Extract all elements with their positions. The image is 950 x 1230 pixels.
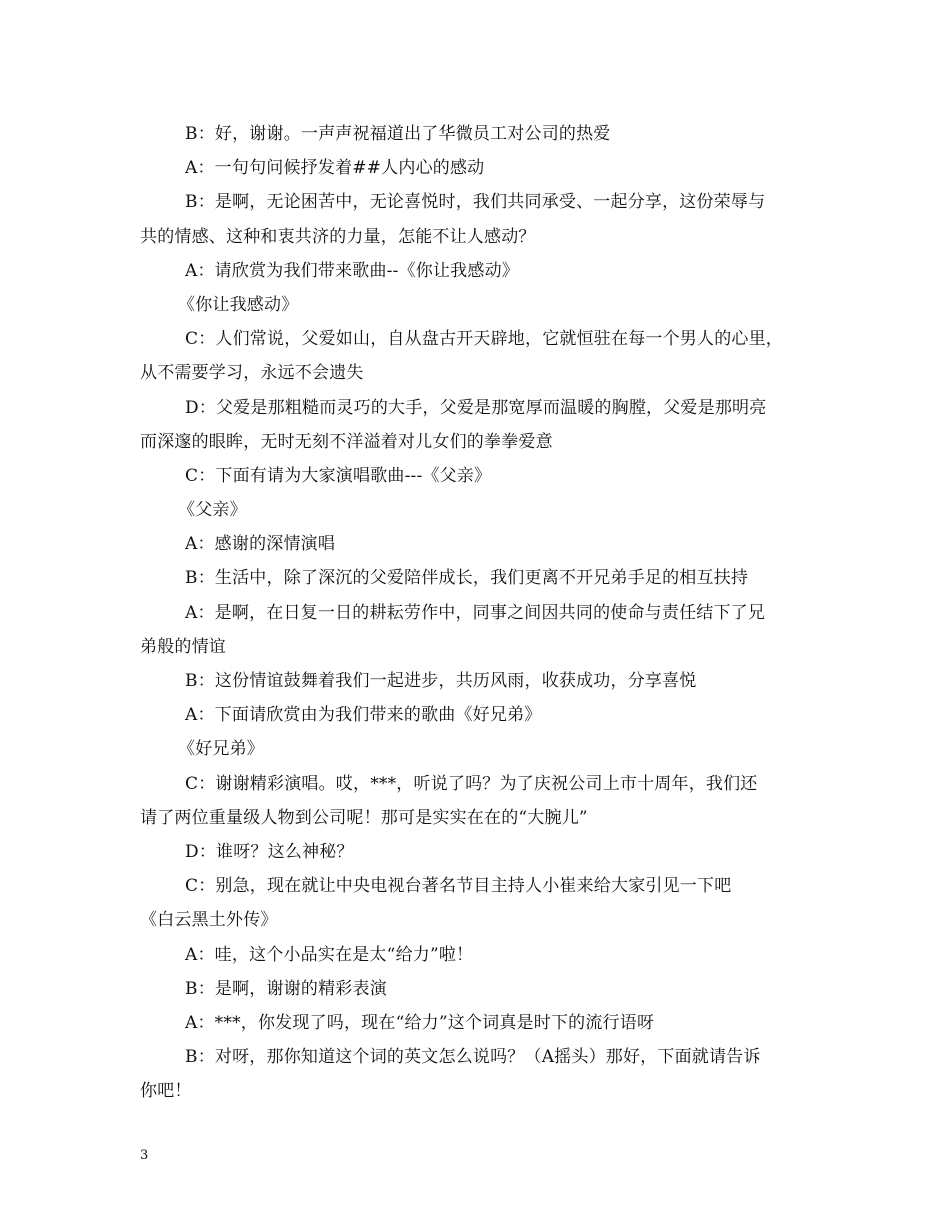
- paragraph-line: A：哇，这个小品实在是太“给力”啦！: [185, 944, 474, 965]
- paragraph-line: D：谁呀？这么神秘？: [185, 841, 354, 862]
- paragraph-line: D：父爱是那粗糙而灵巧的大手，父爱是那宽厚而温暖的胸膛，父爱是那明亮: [185, 397, 767, 418]
- paragraph-line: C：下面有请为大家演唱歌曲---《父亲》: [185, 465, 492, 486]
- paragraph-line: B：生活中，除了深沉的父爱陪伴成长，我们更离不开兄弟手足的相互扶持: [185, 568, 749, 589]
- paragraph-line: C：人们常说，父爱如山，自从盘古开天辟地，它就恒驻在每一个男人的心里，: [185, 329, 784, 350]
- paragraph-line: A：感谢的深情演唱: [185, 534, 336, 555]
- song-title: 《父亲》: [178, 500, 247, 521]
- paragraph-line: A：下面请欣赏由为我们带来的歌曲《好兄弟》: [185, 705, 542, 726]
- paragraph-line: 共的情感、这种和衷共济的力量，怎能不让人感动？: [140, 226, 536, 247]
- paragraph-line: 从不需要学习，永远不会遗失: [140, 363, 364, 384]
- paragraph-line: A：一句句问候抒发着##人内心的感动: [185, 158, 485, 179]
- paragraph-line: B：对呀，那你知道这个词的英文怎么说吗？（A摇头）那好，下面就请告诉: [185, 1047, 761, 1068]
- document-body: [140, 117, 820, 1108]
- paragraph-line: 你吧！: [140, 1081, 192, 1102]
- paragraph-line: C：谢谢精彩演唱。哎，***，听说了吗？为了庆祝公司上市十周年，我们还: [185, 773, 758, 794]
- paragraph-line: B：是啊，谢谢的精彩表演: [185, 978, 387, 999]
- skit-title: 《白云黑土外传》: [140, 910, 278, 931]
- song-title: 《你让我感动》: [178, 294, 299, 315]
- paragraph-line: B：这份情谊鼓舞着我们一起进步，共历风雨，收获成功，分享喜悦: [185, 671, 697, 691]
- paragraph-line: A：请欣赏为我们带来歌曲--《你让我感动》: [185, 260, 519, 281]
- paragraph-line: 而深邃的眼眸，无时无刻不洋溢着对儿女们的拳拳爱意: [140, 431, 553, 452]
- paragraph-line: B：是啊，无论困苦中，无论喜悦时，我们共同承受、一起分享，这份荣辱与: [185, 192, 766, 213]
- song-title: 《好兄弟》: [178, 739, 264, 760]
- paragraph-line: C：别急，现在就让中央电视台著名节目主持人小崔来给大家引见一下吧: [185, 876, 732, 897]
- paragraph-line: A：***，你发现了吗，现在“给力”这个词真是时下的流行语呀: [185, 1012, 655, 1033]
- paragraph-line: B：好，谢谢。一声声祝福道出了华微员工对公司的热爱: [185, 124, 611, 144]
- paragraph-line: 请了两位重量级人物到公司呢！那可是实实在在的“大腕儿”: [140, 807, 588, 828]
- paragraph-line: A：是啊，在日复一日的耕耘劳作中，同事之间因共同的使命与责任结下了兄: [185, 602, 766, 623]
- paragraph-line: 弟般的情谊: [140, 636, 226, 657]
- page-number: 3: [140, 1148, 149, 1163]
